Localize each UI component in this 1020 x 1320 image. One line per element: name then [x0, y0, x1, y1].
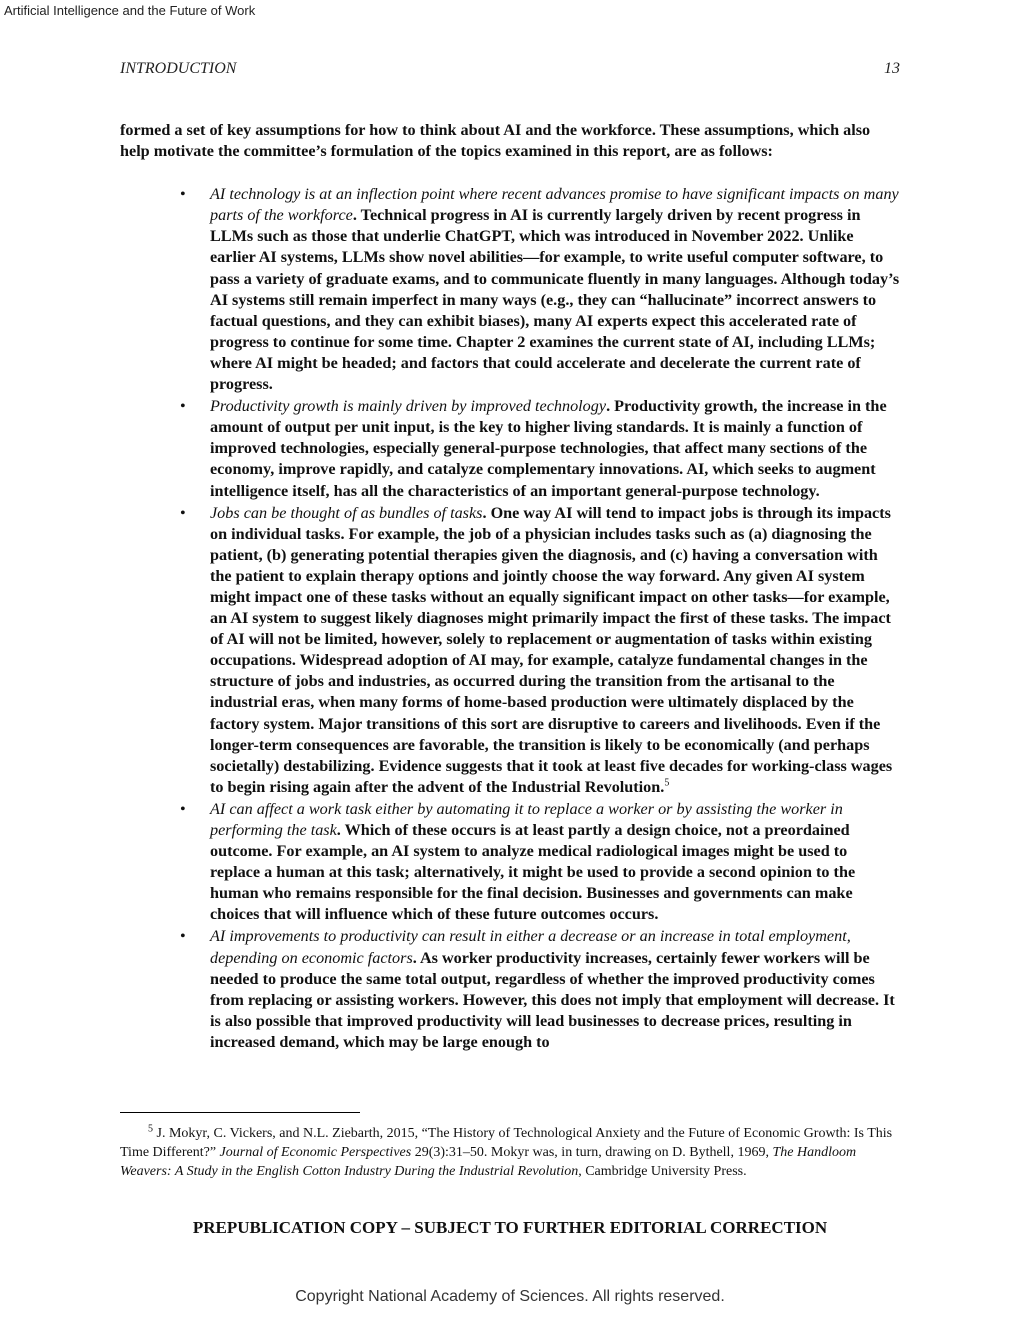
- bullet-icon: •: [180, 799, 186, 818]
- copyright-notice: Copyright National Academy of Sciences. All rights reserved.: [295, 1288, 725, 1305]
- footnote-reference[interactable]: 5: [664, 777, 670, 789]
- document-banner: Artificial Intelligence and the Future of Work: [4, 3, 256, 18]
- item-lead: AI can affect a work task either by automating it to replace a worker or by assisting the worker in performing the task: [210, 799, 843, 839]
- item-text: . Technical progress in AI is currently largely driven by recent progress in LLMs such as those that underlie ChatGPT, which was introduced in November 2022. Unlike earlier AI systems, LLMs show novel abilities—for example, to write useful computer software, to pass a variety of graduate exams, and to communicate fluently in many languages. Although today’s AI systems still remain imperfect in many ways (e.g., they can “hallucinate” incorrect answers to factual questions, and they can exhibit biases), many AI experts expect this accelerated rate of progress to continue for some time. Chapter 2 examines the current state of AI, including LLMs; where AI might be headed; and factors that could accelerate and decelerate the current rate of progress.: [210, 206, 900, 394]
- item-text: . Which of these occurs is at least partly a design choice, not a preordained outcome. For example, an AI system to analyze medical radiological images might be used to replace a human at this task; alternatively, it might be used to provide a second opinion to the human who remains responsible for the final decision. Businesses and governments can make choices that will influence which of these future outcomes occurs.: [210, 821, 856, 924]
- list-item: [120, 396, 900, 501]
- prepublication-notice: PREPUBLICATION COPY – SUBJECT TO FURTHER EDITORIAL CORRECTION: [192, 1218, 828, 1237]
- item-text: . Productivity growth, the increase in the amount of output per unit input, is the key to higher living standards. It is mainly a function of improved technologies, especially general-purpose technologies, that affect many sections of the economy, improve rapidly, and catalyze complementary innovations. AI, which seeks to augment intelligence itself, has all the characteristics of an important general-purpose technology.: [210, 397, 887, 500]
- footnote: [120, 1124, 900, 1181]
- footnote-journal: Journal of Economic Perspectives: [219, 1145, 412, 1160]
- item-lead: AI technology is at an inflection point where recent advances promise to have significant impacts on many parts of the workforce: [210, 185, 899, 225]
- item-text: . One way AI will tend to impact jobs is through its impacts on individual tasks. For example, the job of a physician includes tasks such as (a) diagnosing the patient, (b) generating potential therapies given the diagnosis, and (c) having a conversation with the patient to explain therapy options and jointly choose the way forward. Any given AI system might impact one of these tasks without an equally significant impact on other tasks—for example, an AI system to suggest likely diagnoses might primarily impact the first of these tasks. The impact of AI will not be limited, however, solely to replacement or augmentation of tasks within existing occupations. Widespread adoption of AI may, for example, catalyze fundamental changes in the structure of jobs and industries, as occurred during the transition from the artisanal to the industrial eras, when many forms of home-based production were ultimately displaced by the factory system. Major transitions of this sort are disruptive to careers and livelihoods. Even if the longer-term consequences are favorable, the transition is likely to be economically (and perhaps societally) destabilizing. Evidence suggests that it took at least five decades for working-class wages to begin rising again after the advent of the Industrial Revolution.: [210, 503, 893, 796]
- bullet-icon: •: [180, 185, 186, 204]
- intro-paragraph: formed a set of key assumptions for how to think about AI and the workforce. These assumptions, which also help motivate the committee’s formulation of the topics examined in this report, are as follows:: [120, 121, 871, 161]
- footnote-text: 29(3):31–50. Mokyr was, in turn, drawing on D. Bythell, 1969,: [411, 1145, 773, 1160]
- bullet-icon: •: [180, 927, 186, 946]
- footnote-number: 5: [148, 1123, 153, 1135]
- list-item: [120, 184, 900, 395]
- item-lead: Productivity growth is mainly driven by improved technology: [210, 397, 607, 416]
- running-header: [120, 60, 900, 78]
- footnote-text: , Cambridge University Press.: [578, 1164, 747, 1179]
- list-item: [120, 799, 900, 926]
- footnote-divider: [120, 1112, 360, 1113]
- footnote-text: J. Mokyr, C. Vickers, and N.L. Ziebarth, 2015, “The History of Technological Anxiety and the Future of Economic Growth: Is This Time Different?”: [120, 1126, 893, 1160]
- main-body: [120, 120, 900, 1054]
- page-number: 13: [884, 60, 900, 77]
- item-lead: AI improvements to productivity can result in either a decrease or an increase in total employment, depending on economic factors: [210, 927, 851, 967]
- item-text: . As worker productivity increases, certainly fewer workers will be needed to produce the same total output, regardless of whether the improved productivity comes from replacing or assisting workers. However, this does not imply that employment will decrease. It is also possible that improved productivity will lead businesses to decrease prices, resulting in increased demand, which may be large enough to: [210, 948, 895, 1051]
- bullet-icon: •: [180, 397, 186, 416]
- footnote-book-title: The Handloom Weavers: A Study in the English Cotton Industry During the Industrial Revolution: [120, 1145, 857, 1179]
- list-item: [120, 503, 900, 798]
- list-item: [120, 926, 900, 1053]
- bullet-icon: •: [180, 503, 186, 522]
- section-title: INTRODUCTION: [120, 60, 237, 77]
- item-lead: Jobs can be thought of as bundles of tasks: [210, 503, 483, 522]
- assumptions-list: [120, 184, 900, 1053]
